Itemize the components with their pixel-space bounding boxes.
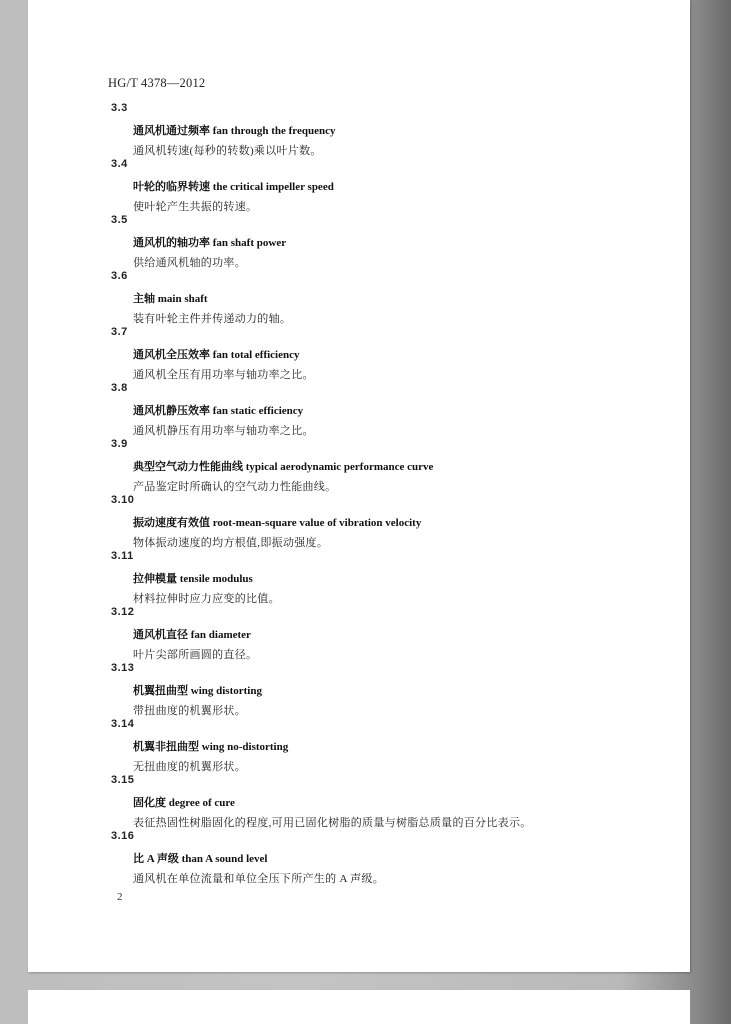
definitions-list xyxy=(108,102,668,886)
term-title: 比 A 声级 than A sound level xyxy=(133,853,268,865)
definition-entry xyxy=(108,158,668,214)
term-definition: 通风机在单位流量和单位全压下所产生的 A 声级。 xyxy=(133,873,385,885)
term-title: 通风机直径 fan diameter xyxy=(133,629,251,641)
definition-entry xyxy=(108,326,668,382)
section-number: 3.10 xyxy=(111,494,135,506)
section-number: 3.11 xyxy=(111,550,134,562)
term-title: 机翼非扭曲型 wing no-distorting xyxy=(133,741,289,753)
section-number: 3.5 xyxy=(111,214,128,226)
section-number: 3.13 xyxy=(111,662,135,674)
term-definition: 叶片尖部所画圆的直径。 xyxy=(133,649,258,661)
term-title: 通风机的轴功率 fan shaft power xyxy=(133,237,287,249)
definition-entry xyxy=(108,718,668,774)
section-number: 3.6 xyxy=(111,270,128,282)
term-definition: 通风机静压有用功率与轴功率之比。 xyxy=(133,425,314,437)
definition-entry xyxy=(108,494,668,550)
term-title: 振动速度有效值 root-mean-square value of vibration velocity xyxy=(133,517,422,529)
term-title: 固化度 degree of cure xyxy=(133,797,235,809)
section-number: 3.14 xyxy=(111,718,135,730)
section-number: 3.12 xyxy=(111,606,135,618)
term-definition: 带扭曲度的机翼形状。 xyxy=(133,705,246,717)
section-number: 3.8 xyxy=(111,382,128,394)
term-definition: 物体振动速度的均方根值,即振动强度。 xyxy=(133,537,329,549)
document-header: HG/T 4378—2012 xyxy=(108,76,206,90)
term-definition: 通风机全压有用功率与轴功率之比。 xyxy=(133,369,314,381)
definition-entry xyxy=(108,438,668,494)
definition-entry xyxy=(108,662,668,718)
definition-entry xyxy=(108,550,668,606)
section-number: 3.15 xyxy=(111,774,135,786)
definition-entry xyxy=(108,214,668,270)
definition-entry xyxy=(108,270,668,326)
section-number: 3.4 xyxy=(111,158,128,170)
section-number: 3.16 xyxy=(111,830,135,842)
next-page-edge xyxy=(28,990,690,1024)
page-number: 2 xyxy=(117,891,123,903)
definition-entry xyxy=(108,102,668,158)
term-definition: 供给通风机轴的功率。 xyxy=(133,257,246,269)
definition-entry xyxy=(108,606,668,662)
term-title: 通风机全压效率 fan total efficiency xyxy=(133,349,300,361)
definition-entry xyxy=(108,830,668,886)
term-definition: 使叶轮产生共振的转速。 xyxy=(133,201,258,213)
term-definition: 产品鉴定时所确认的空气动力性能曲线。 xyxy=(133,481,337,493)
term-definition: 无扭曲度的机翼形状。 xyxy=(133,761,246,773)
term-title: 主轴 main shaft xyxy=(133,293,208,305)
term-title: 通风机通过频率 fan through the frequency xyxy=(133,125,336,137)
section-number: 3.3 xyxy=(111,102,128,114)
section-number: 3.7 xyxy=(111,326,128,338)
term-title: 典型空气动力性能曲线 typical aerodynamic performance curve xyxy=(133,461,434,473)
definition-entry xyxy=(108,382,668,438)
term-definition: 装有叶轮主件并传递动力的轴。 xyxy=(133,313,292,325)
term-title: 机翼扭曲型 wing distorting xyxy=(133,685,262,697)
term-definition: 通风机转速(每秒的转数)乘以叶片数。 xyxy=(133,145,322,157)
term-title: 叶轮的临界转速 the critical impeller speed xyxy=(133,181,334,193)
document-page xyxy=(28,0,690,972)
definition-entry xyxy=(108,774,668,830)
term-title: 拉伸模量 tensile modulus xyxy=(133,573,253,585)
term-definition: 材料拉伸时应力应变的比值。 xyxy=(133,593,280,605)
section-number: 3.9 xyxy=(111,438,128,450)
term-title: 通风机静压效率 fan static efficiency xyxy=(133,405,304,417)
term-definition: 表征热固性树脂固化的程度,可用已固化树脂的质量与树脂总质量的百分比表示。 xyxy=(133,817,532,829)
